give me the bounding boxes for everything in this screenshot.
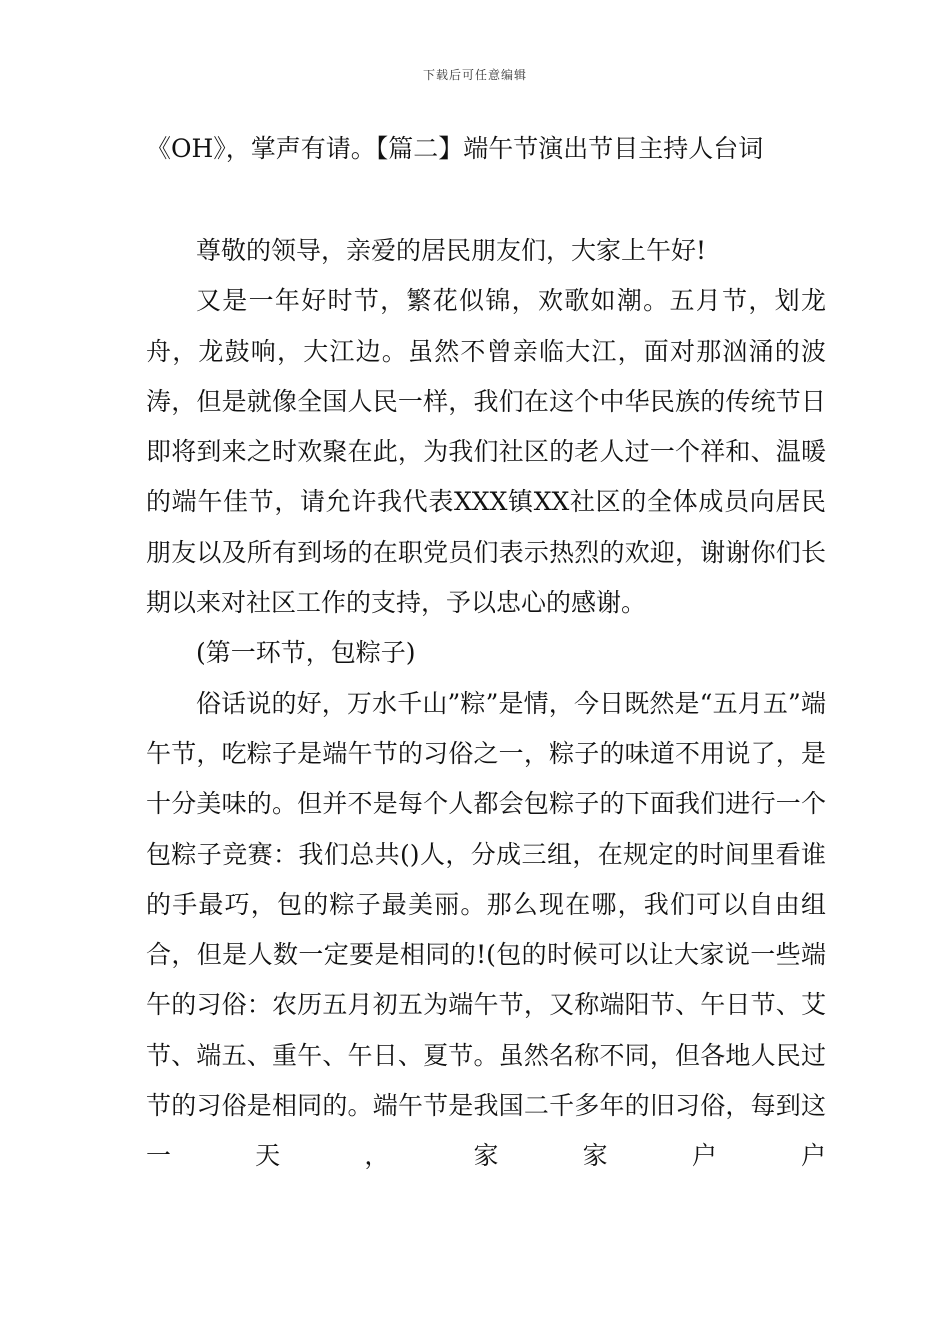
paragraph-section-label: (第一环节，包粽子) [196, 638, 416, 668]
paragraph-zongzi: 俗话说的好，万水千山”粽”是情，今日既然是“五月五”端午节，吃粽子是端午节的习俗之一，粽子的味道不用说了，是十分美味的。但并不是每个人都会包粽子的下面我们进行一个包粽子竞赛：我们总共()人，分成三组，在规定的时间里看谁的手最巧，包的粽子最美丽。那么现在哪，我们可以自由组合，但是人数一定要是相同的!(包的时候可以让大家说一些端午的习俗：农历五月初五为端午节，又称端阳节、午日节、艾节、端五、重午、午日、夏节。虽然名称不同，但各地人民过节的习俗是相同的。端午节是我国二千多年的旧习俗，每到这一天，家家户户 [146, 688, 826, 1171]
heading-line: 《OH》，掌声有请。【篇二】端午节演出节目主持人台词 [146, 134, 764, 163]
paragraph-greeting: 尊敬的领导，亲爱的居民朋友们，大家上午好! [196, 236, 707, 265]
page-header-note: 下载后可任意编辑 [422, 68, 527, 82]
body-text [146, 226, 826, 1182]
paragraph-opening: 又是一年好时节，繁花似锦，欢歌如潮。五月节，划龙舟，龙鼓响，大江边。虽然不曾亲临大江，面对那汹涌的波涛，但是就像全国人民一样，我们在这个中华民族的传统节日即将到来之时欢聚在此，为我们社区的老人过一个祥和、温暖的端午佳节，请允许我代表XXX镇XX社区的全体成员向居民朋友以及所有到场的在职党员们表示热烈的欢迎，谢谢你们长期以来对社区工作的支持，予以忠心的感谢。 [146, 286, 826, 618]
